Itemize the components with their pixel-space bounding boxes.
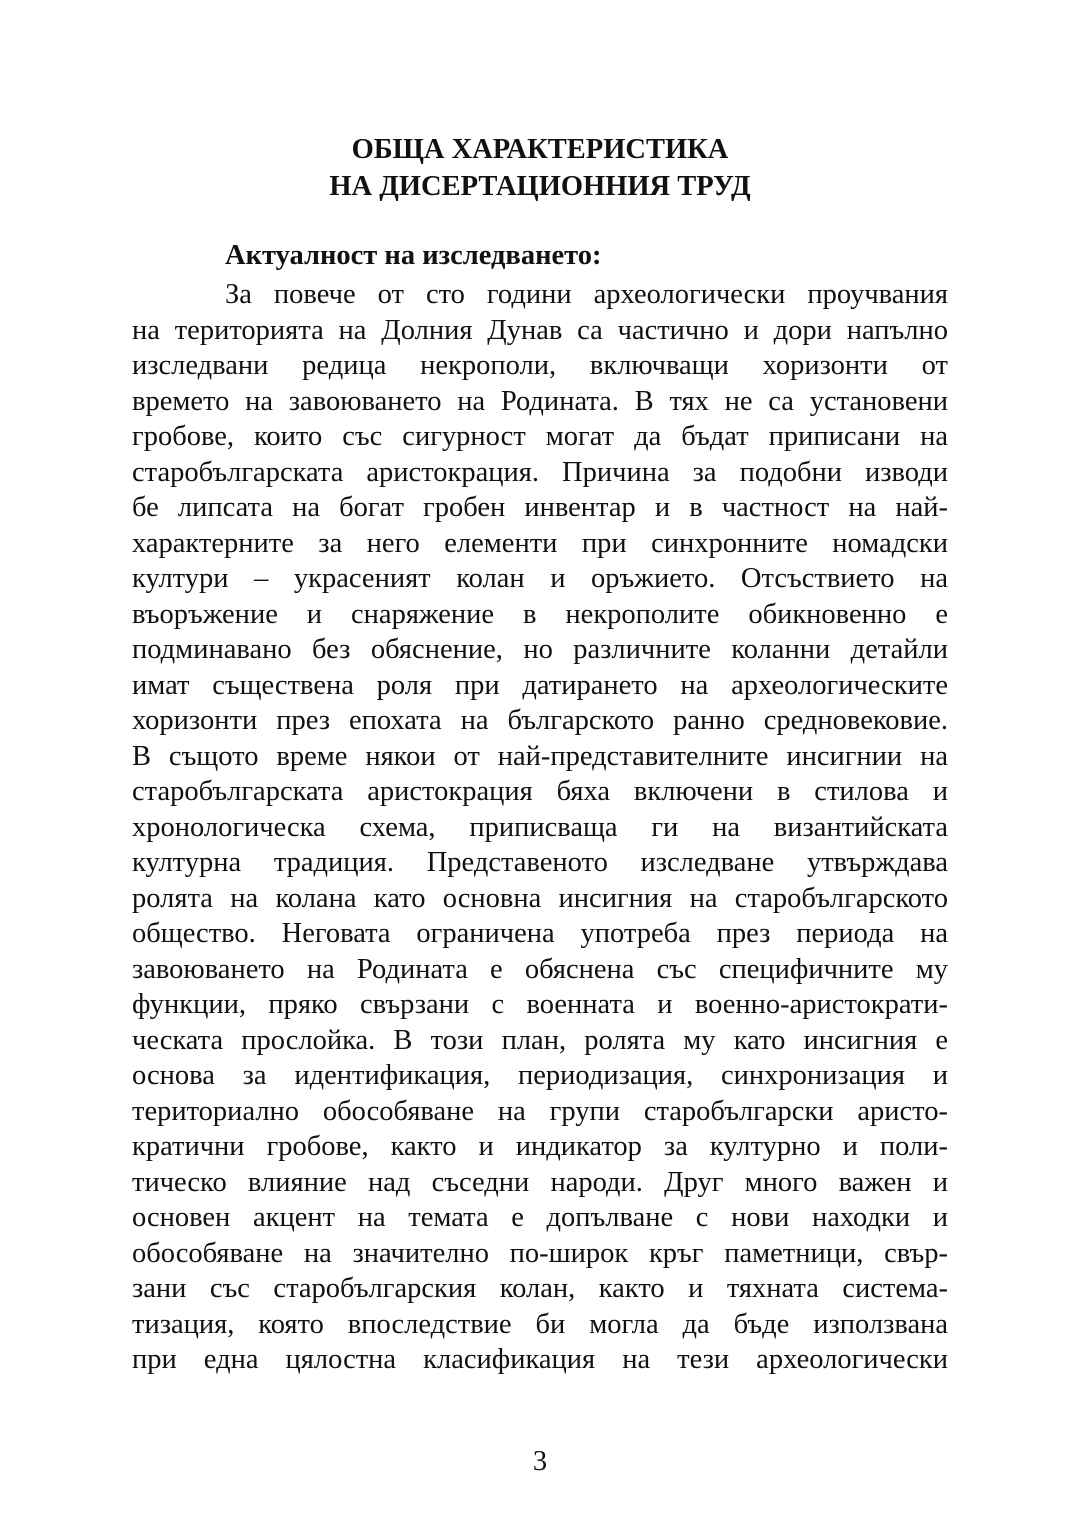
paragraph-line: бе липсата на богат гробен инвентар и в частност на най-	[132, 492, 948, 523]
paragraph-line: общество. Неговата ограничена употреба през периода на	[132, 918, 948, 949]
paragraph-line: старобългарската аристокрация бяха включени в стилова и	[132, 776, 948, 807]
paragraph-line: тизация, която впоследствие би могла да бъде използвана	[132, 1308, 948, 1340]
title-line-2: НА ДИСЕРТАЦИОННИЯ ТРУД	[329, 171, 751, 202]
paragraph-line: характерните за него елементи при синхронните номадски	[132, 527, 948, 559]
paragraph-line: времето на завоюването на Родината. В тях не са установени	[132, 385, 948, 417]
paragraph-line: старобългарската аристокрация. Причина за подобни изводи	[132, 456, 948, 488]
paragraph-line: подминавано без обяснение, но различните коланни детайли	[132, 634, 948, 665]
page-number: 3	[532, 1446, 548, 1477]
section-heading: Актуалност на изследването:	[225, 240, 602, 271]
title-line-1: ОБЩА ХАРАКТЕРИСТИКА	[351, 134, 729, 165]
paragraph-line: културна традиция. Представеното изследване утвърждава	[132, 847, 948, 878]
paragraph-line: функции, пряко свързани с военната и военно-аристократи-	[132, 989, 948, 1020]
paragraph-line: на територията на Долния Дунав са частично и дори напълно	[132, 314, 948, 346]
paragraph-line: хоризонти през епохата на българското ранно средновековие.	[132, 705, 948, 736]
paragraph-line: обособяване на значително по-широк кръг паметници, свър-	[132, 1237, 948, 1269]
paragraph-line: завоюването на Родината е обяснена със специфичните му	[132, 953, 948, 985]
paragraph-line: гробове, които със сигурност могат да бъдат приписани на	[132, 421, 948, 452]
page-title	[0, 131, 1080, 205]
paragraph-line: въоръжение и снаряжение в некрополите обикновенно е	[132, 598, 948, 630]
paragraph-line: култури – украсеният колан и оръжието. Отсъствието на	[132, 563, 948, 594]
paragraph-line: кратични гробове, както и индикатор за културно и поли-	[132, 1131, 948, 1162]
paragraph-line: основен акцент на темата е допълване с нови находки и	[132, 1202, 948, 1233]
paragraph-line: ческата прослойка. В този план, ролята му като инсигния е	[132, 1024, 948, 1056]
paragraph-line: основа за идентификация, периодизация, синхронизация и	[132, 1060, 948, 1091]
paragraph-line: при една цялостна класификация на тези археологически	[132, 1344, 948, 1375]
paragraph-line: имат съществена роля при датирането на археологическите	[132, 669, 948, 701]
paragraph-line: хронологическа схема, приписваща ги на византийската	[132, 811, 948, 843]
paragraph-line: За повече от сто години археологически проучвания	[225, 279, 948, 310]
paragraph-line: териториално обособяване на групи старобългарски аристо-	[132, 1095, 948, 1127]
paragraph-line: тическо влияние над съседни народи. Друг много важен и	[132, 1166, 948, 1198]
body-paragraph	[132, 277, 948, 1378]
paragraph-line: зани със старобългарския колан, както и тяхната система-	[132, 1273, 948, 1304]
paragraph-line: изследвани редица некрополи, включващи хоризонти от	[132, 350, 948, 381]
paragraph-line: ролята на колана като основна инсигния на старобългарското	[132, 882, 948, 914]
paragraph-line: В същото време някои от най-представителните инсигнии на	[132, 740, 948, 772]
